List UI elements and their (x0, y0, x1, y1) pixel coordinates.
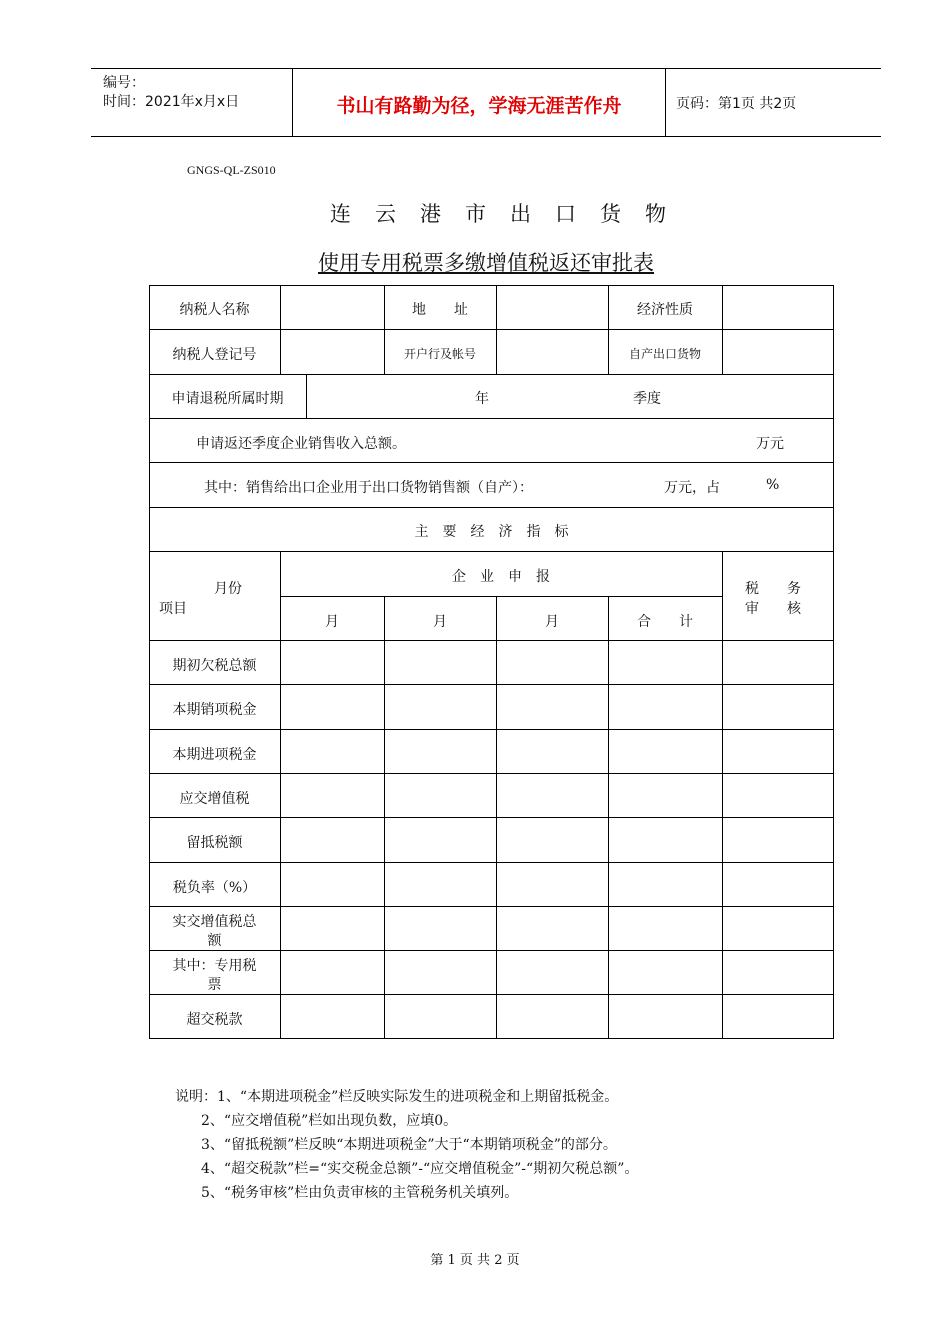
row-label: 实交增值税总 (172, 914, 257, 930)
percent-label: % (766, 477, 780, 493)
row-line (149, 862, 834, 863)
row-label: 期初欠税总额 (172, 658, 257, 674)
row-line (149, 950, 834, 951)
row-line (149, 773, 834, 774)
row-line (149, 906, 834, 907)
approval-form-table (149, 285, 834, 1039)
total-col: 合 计 (637, 614, 693, 630)
taxpayer-name-label: 纳税人名称 (179, 302, 250, 318)
month-share-label: 月份 (214, 581, 242, 597)
note-line: 3、“留抵税额”栏反映“本期进项税金”大于“本期销项税金”的部分。 (201, 1137, 617, 1153)
col-line (280, 285, 281, 374)
month-col-3: 月 (545, 614, 559, 630)
row-line (149, 640, 834, 641)
row-line (149, 817, 834, 818)
economic-nature-label: 经济性质 (637, 302, 693, 318)
quarter-label: 季度 (633, 391, 661, 407)
row-label: 本期进项税金 (172, 747, 257, 763)
notes (175, 1085, 638, 1205)
row-label: 留抵税额 (186, 835, 243, 851)
row-line (149, 729, 834, 730)
col-line (306, 374, 307, 418)
sales-total-unit: 万元 (756, 436, 784, 452)
row-line (149, 551, 834, 552)
month-col-1: 月 (325, 614, 339, 630)
col-line (722, 551, 723, 1039)
note-line: 2、“应交增值税”栏如出现负数，应填0。 (201, 1113, 458, 1129)
year-label: 年 (475, 391, 489, 407)
address-label: 地 址 (412, 302, 468, 318)
table-border-right (833, 285, 834, 1039)
time-label: 时间：2021年x月x日 (103, 94, 240, 110)
note-line: 5、“税务审核”栏由负责审核的主管税务机关填列。 (201, 1185, 519, 1201)
row-label: 本期销项税金 (172, 702, 257, 718)
page-info: 页码：第1页 共2页 (676, 96, 797, 112)
note-line: 4、“超交税款”栏=“实交税金总额”-“应交增值税金”-“期初欠税总额”。 (201, 1161, 639, 1177)
self-export-label: 自产出口货物 (628, 347, 701, 361)
note-line: 说明：1、“本期进项税金”栏反映实际发生的进项税金和上期留抵税金。 (175, 1089, 619, 1105)
title-line-1: 连云港市出口货物 (330, 202, 690, 226)
header-page-cell (666, 69, 881, 136)
title-line-2: 使用专用税票多缴增值税返还审批表 (318, 251, 654, 275)
col-line (384, 596, 385, 1039)
enterprise-report-label: 企 业 申 报 (452, 569, 550, 585)
row-line (149, 994, 834, 995)
header-motto-cell (293, 69, 666, 136)
table-border-top (149, 285, 834, 286)
motto: 书山有路勤为径，学海无涯苦作舟 (336, 95, 622, 117)
col-line (496, 596, 497, 1039)
col-line (608, 596, 609, 1039)
row-line (149, 462, 834, 463)
row-line (149, 374, 834, 375)
page-header (91, 68, 881, 137)
row-line (149, 418, 834, 419)
row-label: 超交税款 (186, 1012, 243, 1028)
taxpayer-reg-label: 纳税人登记号 (172, 347, 257, 363)
row-line (149, 329, 834, 330)
row-label-cont: 额 (207, 933, 222, 949)
bank-account-label: 开户行及帐号 (403, 347, 476, 361)
header-meta-cell (91, 69, 293, 136)
among-unit-label: 万元，占 (664, 480, 720, 496)
tax-review-label-1: 税 务 (745, 581, 801, 597)
item-label: 项目 (159, 601, 187, 617)
period-label: 申请退税所属时期 (171, 391, 284, 407)
row-line (149, 684, 834, 685)
month-col-2: 月 (433, 614, 447, 630)
row-label: 其中：专用税 (172, 958, 257, 974)
row-label: 应交增值税 (179, 791, 250, 807)
col-line (722, 285, 723, 374)
sales-total-label: 申请返还季度企业销售收入总额。 (196, 436, 406, 452)
col-line (496, 285, 497, 374)
doc-code: GNGS-QL-ZS010 (187, 163, 276, 177)
row-line (280, 596, 722, 597)
page-footer: 第 1 页 共 2 页 (430, 1253, 520, 1268)
main-indicators-label: 主 要 经 济 指 标 (414, 524, 569, 540)
row-label-cont: 票 (207, 977, 222, 993)
among-sales-label: 其中：销售给出口企业用于出口货物销售额（自产）： (204, 480, 533, 496)
serial-label: 编号： (103, 75, 145, 91)
table-border-bottom (149, 1038, 834, 1039)
tax-review-label-2: 审 核 (745, 601, 801, 617)
row-line (149, 507, 834, 508)
row-label: 税负率（%） (172, 880, 257, 896)
